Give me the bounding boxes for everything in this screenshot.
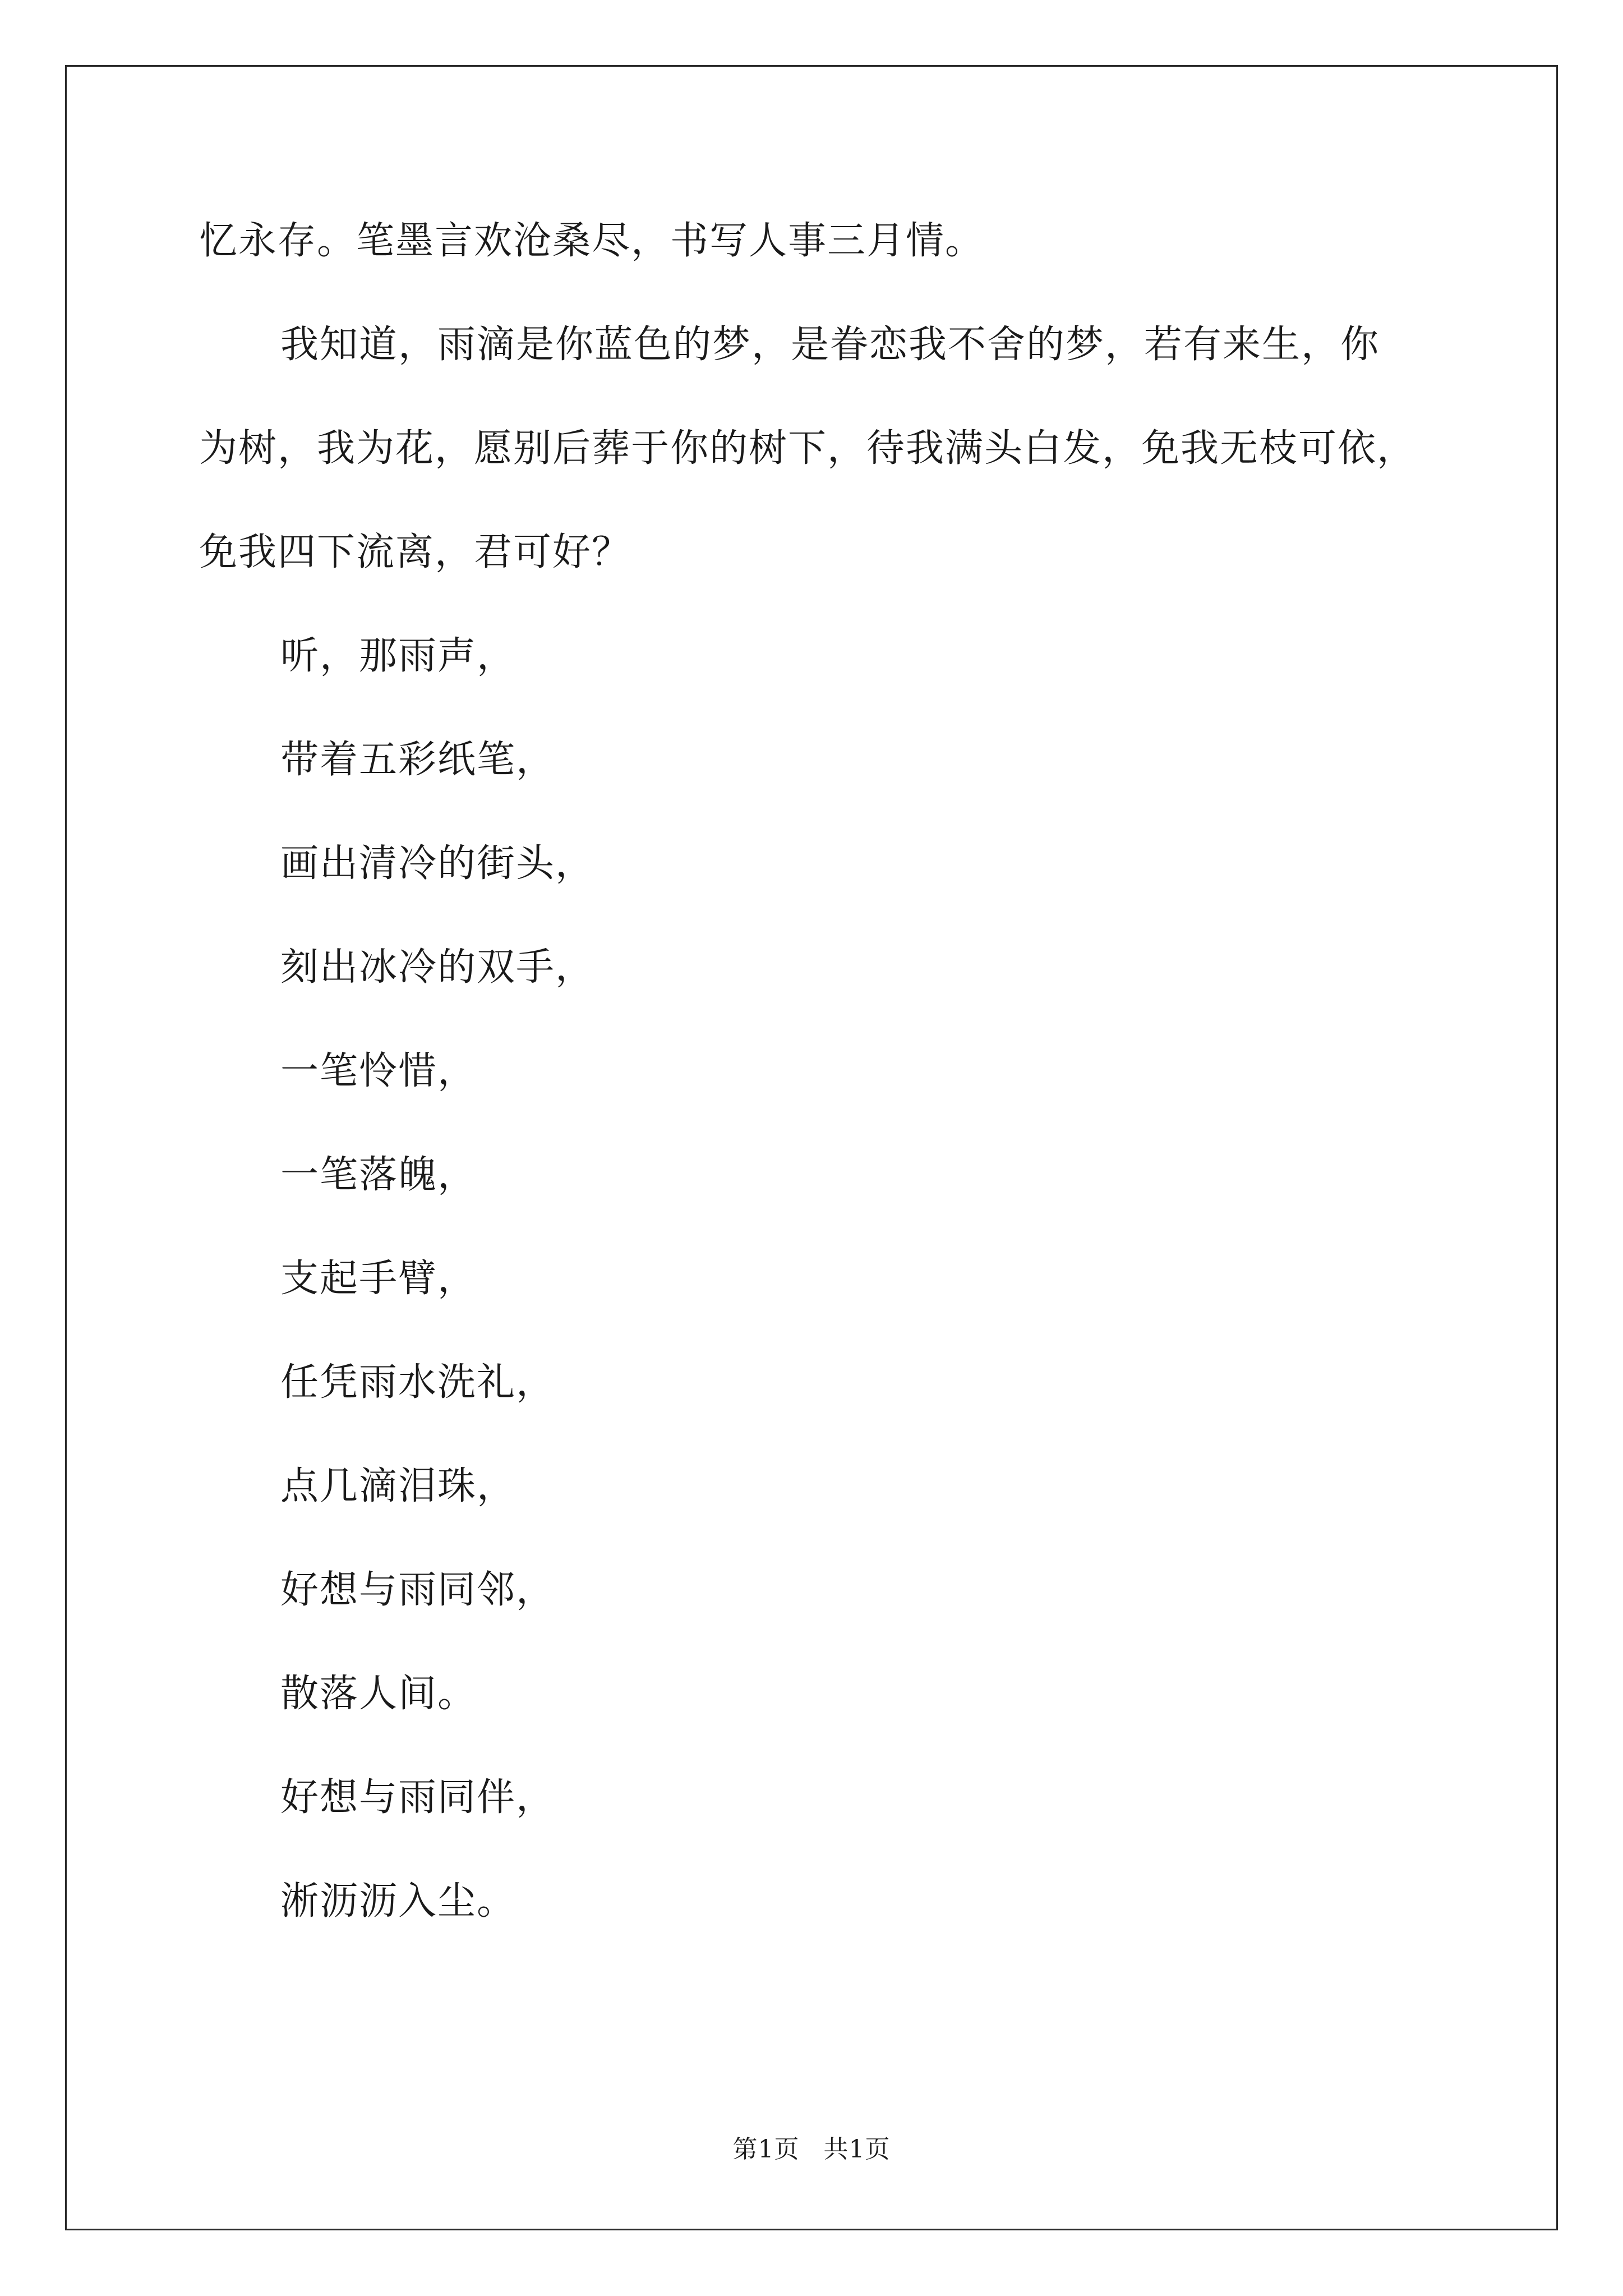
poem-line: 带着五彩纸笔， [280, 738, 556, 782]
poem-line: 任凭雨水洗礼， [280, 1360, 556, 1405]
page-footer [0, 2129, 1623, 2165]
poem-line: 支起手臂， [280, 1257, 477, 1301]
page-number-total: 共1页 [823, 2135, 891, 2164]
paragraph-line: 我知道，雨滴是你蓝色的梦，是眷恋我不舍的梦，若有来生，你 [280, 323, 1380, 367]
poem-line: 好想与雨同邻， [280, 1568, 556, 1612]
page-number-current: 第1页 [732, 2135, 800, 2164]
poem-line: 点几滴泪珠， [280, 1464, 517, 1508]
poem-line: 听，那雨声， [280, 634, 517, 678]
poem-line: 散落人间。 [280, 1672, 477, 1716]
poem-line: 淅沥沥入尘。 [280, 1879, 517, 1924]
paragraph-line: 免我四下流离，君可好？ [199, 530, 631, 574]
poem-line: 一笔落魄， [280, 1153, 477, 1197]
poem-line: 画出清冷的街头， [280, 841, 595, 886]
poem-line: 刻出冰冷的双手， [280, 945, 595, 990]
paragraph-line: 为树，我为花，愿别后葬于你的树下，待我满头白发，免我无枝可依， [199, 426, 1417, 471]
paragraph-line: 忆永存。笔墨言欢沧桑尽，书写人事三月情。 [199, 219, 985, 263]
poem-line: 一笔怜惜， [280, 1049, 477, 1093]
poem-line: 好想与雨同伴， [280, 1775, 556, 1820]
